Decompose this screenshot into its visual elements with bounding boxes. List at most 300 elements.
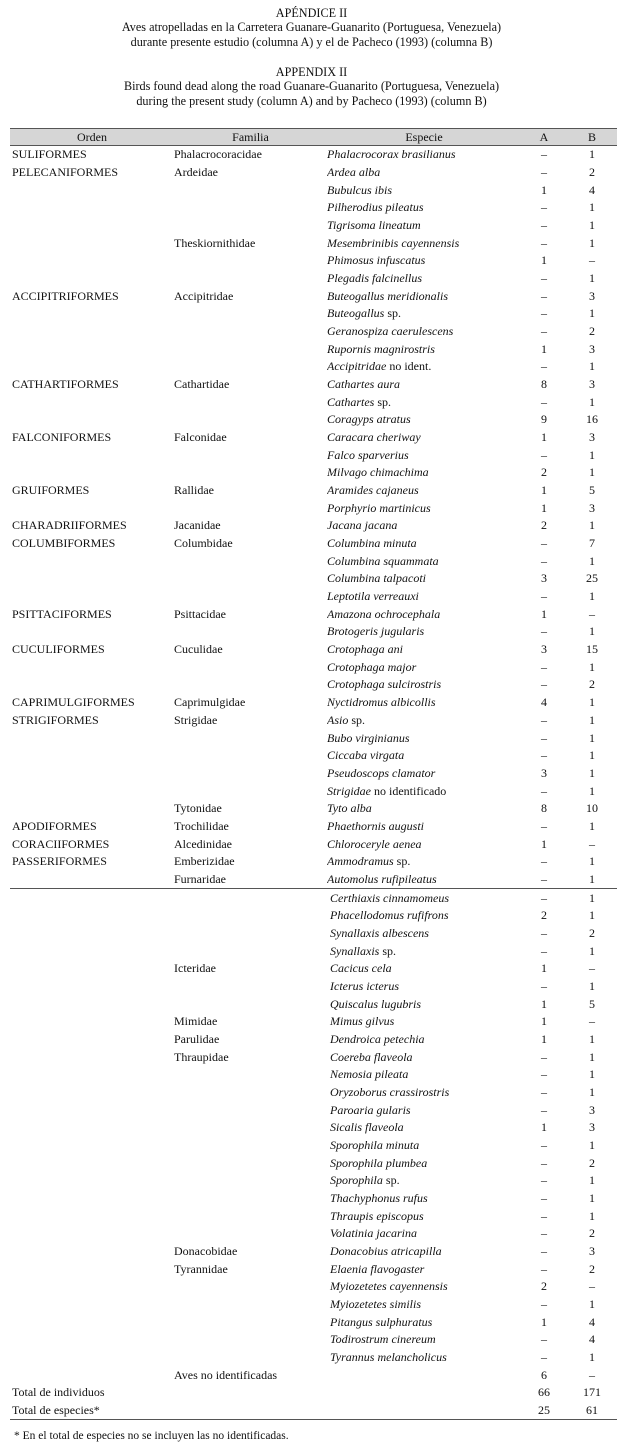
cell-familia: Trochilidae bbox=[174, 818, 229, 833]
cell-especie bbox=[327, 358, 521, 376]
cell-especie bbox=[327, 1013, 521, 1031]
totals-row bbox=[10, 1384, 617, 1402]
cell-a: 1 bbox=[541, 182, 547, 197]
cell-familia bbox=[174, 464, 327, 482]
cell-especie bbox=[327, 1207, 521, 1225]
cell-orden bbox=[10, 1207, 174, 1225]
table-row bbox=[10, 871, 617, 889]
cell-a: – bbox=[521, 889, 567, 907]
cell-a: 1 bbox=[541, 606, 547, 621]
species-name: Nyctidromus albicollis bbox=[327, 695, 436, 710]
table-row bbox=[10, 712, 617, 730]
cell-familia: Cathartidae bbox=[174, 377, 230, 392]
cell-especie bbox=[327, 747, 521, 765]
table-row bbox=[10, 323, 617, 341]
cell-familia bbox=[174, 1349, 327, 1367]
cell-orden: GRUIFORMES bbox=[12, 483, 90, 498]
cell-familia: Falconidae bbox=[174, 430, 227, 445]
species-name: Automolus rufipileatus bbox=[327, 871, 437, 886]
species-name: Leptotila verreauxi bbox=[327, 589, 419, 604]
cell-b: 1 bbox=[567, 889, 617, 907]
cell-orden bbox=[10, 1260, 174, 1278]
species-name: Myiozetetes cayennensis bbox=[330, 1279, 448, 1294]
cell-especie bbox=[327, 1048, 521, 1066]
cell-orden bbox=[10, 729, 174, 747]
cell-especie bbox=[327, 287, 521, 305]
cell-orden bbox=[10, 252, 174, 270]
cell-orden bbox=[10, 1296, 174, 1314]
cell-familia: Columbidae bbox=[174, 536, 233, 551]
cell-b: 1 bbox=[589, 1067, 595, 1082]
cell-a: – bbox=[541, 1137, 547, 1152]
totals-a: 25 bbox=[521, 1402, 567, 1420]
cell-especie bbox=[327, 411, 521, 429]
cell-orden bbox=[10, 871, 174, 889]
appendix-caption-es-line1: Aves atropelladas en la Carretera Guanare-Guanarito (Portuguesa, Venezuela) bbox=[121, 20, 502, 35]
cell-familia bbox=[174, 588, 327, 606]
table-row bbox=[10, 1225, 617, 1243]
cell-especie bbox=[327, 464, 521, 482]
cell-familia bbox=[174, 1101, 327, 1119]
cell-especie bbox=[327, 1031, 521, 1049]
table-row bbox=[10, 676, 617, 694]
cell-familia bbox=[174, 1331, 327, 1349]
species-name: Columbina squammata bbox=[327, 553, 439, 568]
cell-orden bbox=[10, 765, 174, 783]
cell-orden bbox=[10, 1349, 174, 1367]
species-name: Phalacrocorax brasilianus bbox=[327, 147, 456, 162]
table-row bbox=[10, 1349, 617, 1367]
table-row bbox=[10, 1172, 617, 1190]
species-name: Tyto alba bbox=[327, 801, 372, 816]
cell-orden bbox=[10, 1119, 174, 1137]
species-name: Brotogeris jugularis bbox=[327, 624, 425, 639]
cell-orden: STRIGIFORMES bbox=[12, 712, 99, 727]
cell-especie bbox=[327, 552, 521, 570]
cell-orden bbox=[10, 1366, 174, 1384]
cell-orden bbox=[10, 1172, 174, 1190]
totals-b: 171 bbox=[583, 1385, 601, 1400]
species-name: Pitangus sulphuratus bbox=[330, 1314, 433, 1329]
cell-especie bbox=[327, 818, 521, 836]
table-row bbox=[10, 164, 617, 182]
cell-a: – bbox=[541, 1173, 547, 1188]
species-name: Donacobius atricapilla bbox=[330, 1243, 442, 1258]
appendix-heading-en: APPENDIX II bbox=[275, 65, 348, 79]
cell-familia: Aves no identificadas bbox=[174, 1367, 278, 1382]
table-row bbox=[10, 995, 617, 1013]
cell-especie bbox=[327, 1119, 521, 1137]
cell-b: 3 bbox=[589, 341, 595, 356]
cell-a: – bbox=[541, 943, 547, 958]
table-row bbox=[10, 376, 617, 394]
cell-orden bbox=[10, 782, 174, 800]
cell-b: 1 bbox=[589, 447, 595, 462]
cell-b: 5 bbox=[589, 483, 595, 498]
cell-familia: Tyrannidae bbox=[174, 1261, 228, 1276]
table-row bbox=[10, 747, 617, 765]
cell-orden bbox=[10, 747, 174, 765]
appendix-caption-es-line2: durante presente estudio (columna A) y el de Pacheco (1993) (columna B) bbox=[130, 34, 493, 49]
cell-orden: CORACIIFORMES bbox=[12, 836, 110, 851]
species-name: Falco sparverius bbox=[327, 447, 409, 462]
cell-b: – bbox=[589, 1279, 595, 1294]
species-name: Mimus gilvus bbox=[330, 1014, 395, 1029]
table-row bbox=[10, 358, 617, 376]
cell-especie bbox=[327, 835, 521, 853]
cell-familia bbox=[174, 181, 327, 199]
cell-familia bbox=[174, 1119, 327, 1137]
table-row bbox=[10, 1084, 617, 1102]
species-qualifier: sp. bbox=[379, 943, 396, 958]
cell-a: 8 bbox=[541, 801, 547, 816]
cell-especie bbox=[327, 1225, 521, 1243]
cell-especie bbox=[327, 853, 521, 871]
cell-orden bbox=[10, 305, 174, 323]
table-row bbox=[10, 1278, 617, 1296]
cell-b: 1 bbox=[589, 818, 595, 833]
cell-orden: ACCIPITRIFORMES bbox=[12, 288, 119, 303]
cell-orden bbox=[10, 393, 174, 411]
cell-b: 1 bbox=[589, 235, 595, 250]
cell-b: 1 bbox=[589, 978, 595, 993]
cell-b: 1 bbox=[589, 394, 595, 409]
cell-b: 10 bbox=[586, 801, 598, 816]
cell-familia: Psittacidae bbox=[174, 606, 226, 621]
cell-a: – bbox=[541, 324, 547, 339]
species-name: Phimosus infuscatus bbox=[327, 253, 426, 268]
cell-familia: Theskiornithidae bbox=[174, 235, 256, 250]
species-name: Ammodramus bbox=[327, 854, 394, 869]
species-name: Buteogallus bbox=[327, 306, 385, 321]
cell-familia bbox=[174, 252, 327, 270]
cell-familia bbox=[174, 889, 327, 907]
cell-familia: Tytonidae bbox=[174, 801, 222, 816]
table-row bbox=[10, 1013, 617, 1031]
species-name: Ciccaba virgata bbox=[327, 748, 405, 763]
table-row bbox=[10, 217, 617, 235]
species-name: Cathartes bbox=[327, 394, 375, 409]
cell-b: 2 bbox=[589, 324, 595, 339]
cell-b: 3 bbox=[589, 288, 595, 303]
cell-especie bbox=[327, 1313, 521, 1331]
cell-b: 2 bbox=[589, 677, 595, 692]
cell-familia bbox=[174, 658, 327, 676]
cell-b: 2 bbox=[589, 1261, 595, 1276]
species-name: Tyrannus melancholicus bbox=[330, 1350, 447, 1365]
cell-a: – bbox=[541, 1155, 547, 1170]
species-name: Columbina talpacoti bbox=[327, 571, 426, 586]
cell-orden bbox=[10, 181, 174, 199]
cell-familia: Mimidae bbox=[174, 1014, 218, 1029]
cell-orden bbox=[10, 889, 174, 907]
cell-especie bbox=[327, 429, 521, 447]
cell-a: – bbox=[541, 854, 547, 869]
cell-especie bbox=[327, 1331, 521, 1349]
species-name: Buteogallus meridionalis bbox=[327, 288, 448, 303]
cell-a: – bbox=[541, 1102, 547, 1117]
cell-familia bbox=[174, 623, 327, 641]
table-row bbox=[10, 588, 617, 606]
cell-a: 1 bbox=[541, 1031, 547, 1046]
cell-a: – bbox=[541, 624, 547, 639]
cell-b: 4 bbox=[589, 1314, 595, 1329]
cell-familia bbox=[174, 217, 327, 235]
cell-orden bbox=[10, 1190, 174, 1208]
cell-b: 4 bbox=[589, 182, 595, 197]
cell-especie bbox=[327, 942, 521, 960]
cell-b: 1 bbox=[589, 518, 595, 533]
cell-familia bbox=[174, 729, 327, 747]
cell-especie bbox=[327, 252, 521, 270]
cell-b: 1 bbox=[589, 712, 595, 727]
cell-a: – bbox=[541, 165, 547, 179]
species-name: Nemosia pileata bbox=[330, 1067, 409, 1082]
cell-a: – bbox=[541, 1067, 547, 1082]
cell-especie bbox=[327, 1260, 521, 1278]
species-name: Thraupis episcopus bbox=[330, 1208, 424, 1223]
species-name: Crotophaga major bbox=[327, 659, 417, 674]
cell-b: 1 bbox=[589, 589, 595, 604]
species-name: Elaenia flavogaster bbox=[330, 1261, 425, 1276]
totals-row bbox=[10, 1402, 617, 1420]
cell-a: – bbox=[541, 235, 547, 250]
cell-a: – bbox=[541, 1190, 547, 1205]
cell-familia bbox=[174, 1296, 327, 1314]
cell-especie bbox=[327, 146, 521, 164]
cell-especie bbox=[327, 1066, 521, 1084]
table-row bbox=[10, 1137, 617, 1155]
cell-orden bbox=[10, 411, 174, 429]
table-row bbox=[10, 1101, 617, 1119]
cell-b: – bbox=[589, 606, 595, 621]
cell-especie bbox=[327, 1349, 521, 1367]
table-row bbox=[10, 658, 617, 676]
cell-orden: PELECANIFORMES bbox=[12, 165, 119, 179]
cell-a: – bbox=[541, 1226, 547, 1241]
table-row bbox=[10, 1031, 617, 1049]
species-name: Myiozetetes similis bbox=[330, 1297, 421, 1311]
cell-b: 15 bbox=[586, 642, 598, 657]
cell-familia: Caprimulgidae bbox=[174, 695, 246, 710]
table-row bbox=[10, 605, 617, 623]
cell-especie bbox=[327, 305, 521, 323]
cell-familia: Phalacrocoracidae bbox=[174, 147, 262, 162]
species-name: Aramides cajaneus bbox=[327, 483, 419, 498]
cell-orden bbox=[10, 1137, 174, 1155]
cell-especie bbox=[327, 482, 521, 500]
species-name: Pilherodius pileatus bbox=[327, 200, 424, 215]
table-row bbox=[10, 835, 617, 853]
cell-b: 1 bbox=[589, 730, 595, 745]
cell-b: 1 bbox=[589, 854, 595, 869]
cell-orden bbox=[10, 658, 174, 676]
table-row bbox=[10, 1313, 617, 1331]
cell-especie bbox=[327, 1366, 521, 1384]
cell-orden bbox=[10, 499, 174, 517]
cell-familia: Ardeidae bbox=[174, 165, 218, 179]
cell-orden bbox=[10, 960, 174, 978]
cell-b: 1 bbox=[589, 1190, 595, 1205]
species-name: Dendroica petechia bbox=[330, 1031, 425, 1046]
cell-especie bbox=[327, 570, 521, 588]
species-name: Quiscalus lugubris bbox=[330, 996, 422, 1011]
cell-familia bbox=[174, 552, 327, 570]
cell-orden bbox=[10, 942, 174, 960]
cell-orden bbox=[10, 217, 174, 235]
cell-b: 1 bbox=[589, 624, 595, 639]
cell-familia bbox=[174, 1066, 327, 1084]
cell-orden: CATHARTIFORMES bbox=[12, 377, 119, 392]
cell-orden: PASSERIFORMES bbox=[12, 854, 107, 869]
cell-familia: Rallidae bbox=[174, 483, 214, 498]
cell-familia bbox=[174, 942, 327, 960]
cell-familia bbox=[174, 393, 327, 411]
cell-a: – bbox=[541, 1297, 547, 1311]
table-row bbox=[10, 517, 617, 535]
cell-a: – bbox=[541, 359, 547, 374]
cell-especie bbox=[327, 729, 521, 747]
table-row bbox=[10, 411, 617, 429]
cell-b: 1 bbox=[589, 271, 595, 286]
table-row bbox=[10, 782, 617, 800]
species-name: Bubulcus ibis bbox=[327, 182, 392, 197]
cell-b: 3 bbox=[589, 1120, 595, 1135]
species-name: Rupornis magnirostris bbox=[327, 341, 435, 356]
cell-a: – bbox=[541, 288, 547, 303]
cell-b: 1 bbox=[589, 147, 595, 162]
cell-a: – bbox=[541, 783, 547, 798]
table-row bbox=[10, 252, 617, 270]
species-name: Crotophaga ani bbox=[327, 642, 403, 657]
cell-familia bbox=[174, 323, 327, 341]
table-row bbox=[10, 1190, 617, 1208]
table-row bbox=[10, 1331, 617, 1349]
species-name: Ardea alba bbox=[327, 165, 381, 179]
table-row bbox=[10, 641, 617, 659]
cell-a: – bbox=[541, 306, 547, 321]
cell-especie bbox=[327, 588, 521, 606]
cell-a: – bbox=[541, 271, 547, 286]
cell-b: 1 bbox=[589, 908, 595, 923]
cell-a: – bbox=[541, 712, 547, 727]
cell-especie bbox=[327, 871, 521, 889]
cell-b: 3 bbox=[589, 1102, 595, 1117]
cell-orden bbox=[10, 340, 174, 358]
cell-a: 1 bbox=[541, 253, 547, 268]
cell-familia bbox=[174, 676, 327, 694]
cell-a: 8 bbox=[541, 377, 547, 392]
cell-b: – bbox=[589, 1014, 595, 1029]
cell-orden: SULIFORMES bbox=[12, 147, 87, 162]
cell-familia: Icteridae bbox=[174, 961, 216, 976]
table-row bbox=[10, 287, 617, 305]
cell-a: – bbox=[541, 1208, 547, 1223]
cell-especie bbox=[327, 765, 521, 783]
species-name: Accipitridae bbox=[327, 359, 387, 374]
cell-orden bbox=[10, 1084, 174, 1102]
species-qualifier: no identificado bbox=[371, 783, 447, 798]
cell-b: 3 bbox=[589, 430, 595, 445]
cell-especie bbox=[327, 446, 521, 464]
species-name: Mesembrinibis cayennensis bbox=[327, 235, 460, 250]
cell-orden bbox=[10, 978, 174, 996]
cell-b: 3 bbox=[589, 500, 595, 515]
table-row bbox=[10, 1066, 617, 1084]
cell-orden bbox=[10, 995, 174, 1013]
cell-orden bbox=[10, 1066, 174, 1084]
cell-familia: Parulidae bbox=[174, 1031, 220, 1046]
totals-a: 66 bbox=[538, 1385, 550, 1400]
cell-orden bbox=[10, 464, 174, 482]
cell-a: 1 bbox=[541, 430, 547, 445]
cell-familia bbox=[174, 1084, 327, 1102]
cell-a: 2 bbox=[541, 908, 547, 923]
cell-orden bbox=[10, 925, 174, 943]
cell-orden: APODIFORMES bbox=[12, 818, 97, 833]
cell-b: 1 bbox=[589, 783, 595, 798]
table-row bbox=[10, 393, 617, 411]
species-name: Jacana jacana bbox=[327, 518, 398, 533]
cell-orden bbox=[10, 1013, 174, 1031]
totals-label: Total de individuos bbox=[12, 1385, 105, 1400]
cell-a: – bbox=[541, 730, 547, 745]
cell-familia bbox=[174, 1190, 327, 1208]
species-qualifier: sp. bbox=[393, 854, 411, 869]
cell-familia bbox=[174, 1225, 327, 1243]
species-name: Cathartes aura bbox=[327, 377, 401, 392]
cell-familia bbox=[174, 978, 327, 996]
table-row bbox=[10, 270, 617, 288]
cell-b: 4 bbox=[589, 1332, 595, 1347]
cell-b: 1 bbox=[589, 1137, 595, 1152]
cell-b: 1 bbox=[589, 200, 595, 215]
cell-b: 1 bbox=[589, 218, 595, 233]
cell-familia: Furnaridae bbox=[174, 871, 226, 886]
table-row bbox=[10, 552, 617, 570]
species-name: Asio bbox=[327, 712, 349, 727]
species-name: Tigrisoma lineatum bbox=[327, 218, 421, 233]
cell-especie bbox=[327, 199, 521, 217]
cell-familia bbox=[174, 305, 327, 323]
cell-a: – bbox=[541, 1049, 547, 1064]
cell-b: 1 bbox=[589, 1350, 595, 1365]
cell-especie bbox=[327, 658, 521, 676]
cell-orden: CHARADRIIFORMES bbox=[12, 518, 127, 533]
cell-orden bbox=[10, 1278, 174, 1296]
table-row bbox=[10, 729, 617, 747]
species-name: Porphyrio martinicus bbox=[327, 500, 431, 515]
species-name: Certhiaxis cinnamomeus bbox=[330, 890, 449, 905]
cell-a: 2 bbox=[541, 465, 547, 480]
cell-especie bbox=[327, 907, 521, 925]
species-name: Paroaria gularis bbox=[330, 1102, 411, 1117]
cell-familia: Donacobidae bbox=[174, 1243, 238, 1258]
table-row bbox=[10, 942, 617, 960]
cell-especie bbox=[327, 181, 521, 199]
cell-especie bbox=[327, 164, 521, 182]
cell-familia bbox=[174, 1154, 327, 1172]
cell-a: 9 bbox=[541, 412, 547, 427]
cell-a: 1 bbox=[541, 1314, 547, 1329]
species-name: Geranospiza caerulescens bbox=[327, 324, 454, 339]
cell-orden: CUCULIFORMES bbox=[12, 642, 105, 657]
cell-familia: Cuculidae bbox=[174, 642, 223, 657]
cell-especie bbox=[327, 1190, 521, 1208]
cell-especie bbox=[327, 217, 521, 235]
cell-b: 1 bbox=[589, 1084, 595, 1099]
title-spanish bbox=[0, 6, 623, 49]
